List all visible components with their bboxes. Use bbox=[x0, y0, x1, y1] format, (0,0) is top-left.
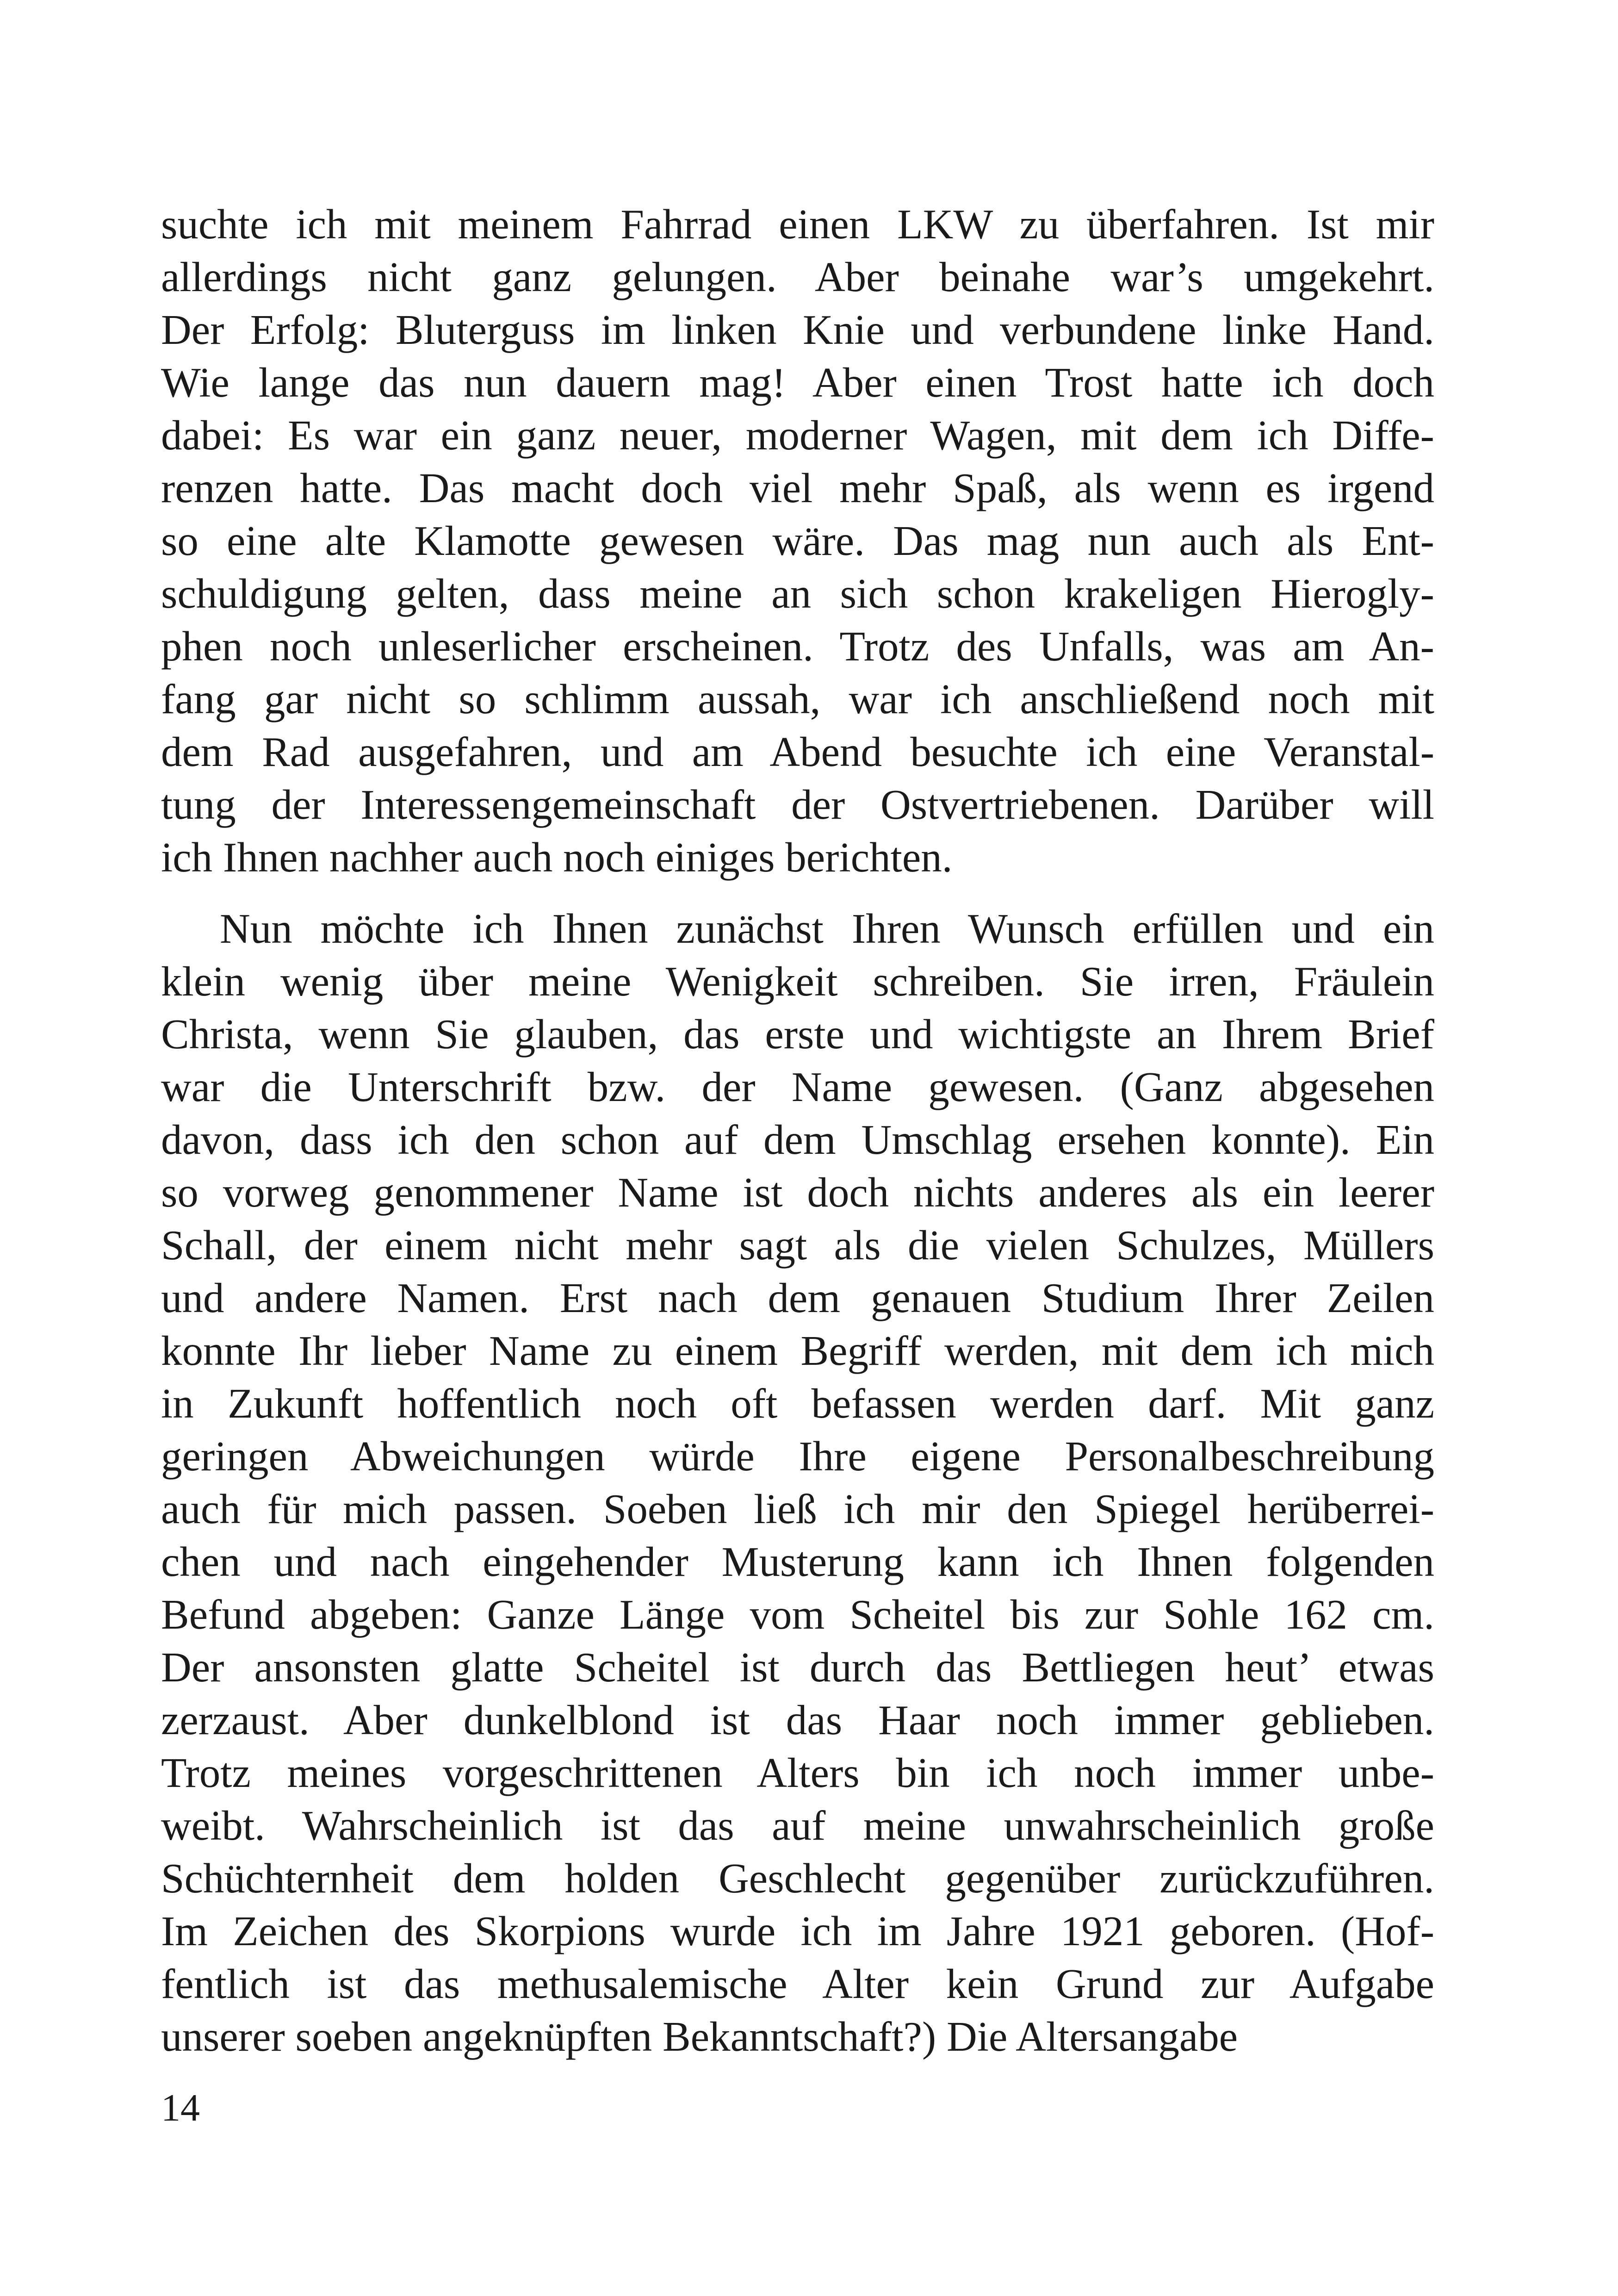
text-line: unserer soeben angeknüpften Bekanntschaft?) Die Altersangabe bbox=[161, 2013, 1238, 2060]
text-line: allerdings nicht ganz gelungen. Aber beinahe war’s umgekehrt. bbox=[161, 254, 1434, 300]
text-line: Schüchternheit dem holden Geschlecht gegenüber zurückzuführen. bbox=[161, 1855, 1434, 1902]
text-line: ich Ihnen nachher auch noch einiges berichten. bbox=[161, 834, 953, 881]
text-line: Im Zeichen des Skorpions wurde ich im Jahre 1921 geboren. (Hof- bbox=[161, 1908, 1434, 1954]
text-line: Befund abgeben: Ganze Länge vom Scheitel bis zur Sohle 162 cm. bbox=[161, 1591, 1434, 1638]
text-line: konnte Ihr lieber Name zu einem Begriff werden, mit dem ich mich bbox=[161, 1327, 1434, 1374]
text-line: davon, dass ich den schon auf dem Umschlag ersehen konnte). Ein bbox=[161, 1116, 1434, 1163]
text-line: Nun möchte ich Ihnen zunächst Ihren Wunsch erfüllen und ein bbox=[220, 905, 1434, 952]
body-text bbox=[161, 198, 1434, 2063]
text-line: war die Unterschrift bzw. der Name gewesen. (Ganz abgesehen bbox=[161, 1064, 1434, 1110]
text-line: Christa, wenn Sie glauben, das erste und wichtigste an Ihrem Brief bbox=[161, 1011, 1434, 1058]
text-line: und andere Namen. Erst nach dem genauen Studium Ihrer Zeilen bbox=[161, 1275, 1434, 1321]
page-number: 14 bbox=[161, 2086, 200, 2129]
paragraph-gap bbox=[161, 884, 1434, 902]
text-line: dem Rad ausgefahren, und am Abend besuchte ich eine Veranstal- bbox=[161, 728, 1434, 775]
text-line: weibt. Wahrscheinlich ist das auf meine unwahrscheinlich große bbox=[161, 1802, 1434, 1849]
text-line: tung der Interessengemeinschaft der Ostvertriebenen. Darüber will bbox=[161, 781, 1434, 828]
paragraph-2 bbox=[161, 902, 1434, 2063]
text-line: phen noch unleserlicher erscheinen. Trotz des Unfalls, was am An- bbox=[161, 623, 1434, 670]
text-line: chen und nach eingehender Musterung kann ich Ihnen folgenden bbox=[161, 1538, 1434, 1585]
text-line: Der ansonsten glatte Scheitel ist durch das Bettliegen heut’ etwas bbox=[161, 1644, 1434, 1691]
text-line: so eine alte Klamotte gewesen wäre. Das mag nun auch als Ent- bbox=[161, 517, 1434, 564]
text-line: Der Erfolg: Bluterguss im linken Knie und verbundene linke Hand. bbox=[161, 306, 1434, 353]
text-line: dabei: Es war ein ganz neuer, moderner Wagen, mit dem ich Diffe- bbox=[161, 412, 1434, 459]
paragraph-1 bbox=[161, 198, 1434, 884]
text-line: klein wenig über meine Wenigkeit schreiben. Sie irren, Fräulein bbox=[161, 958, 1434, 1005]
text-line: renzen hatte. Das macht doch viel mehr Spaß, als wenn es irgend bbox=[161, 465, 1434, 511]
text-line: zerzaust. Aber dunkelblond ist das Haar noch immer geblieben. bbox=[161, 1697, 1434, 1743]
text-line: schuldigung gelten, dass meine an sich schon krakeligen Hierogly- bbox=[161, 570, 1434, 617]
text-line: Wie lange das nun dauern mag! Aber einen Trost hatte ich doch bbox=[161, 359, 1434, 406]
text-line: fang gar nicht so schlimm aussah, war ich anschließend noch mit bbox=[161, 676, 1434, 722]
text-line: suchte ich mit meinem Fahrrad einen LKW zu überfahren. Ist mir bbox=[161, 201, 1434, 248]
text-line: Trotz meines vorgeschrittenen Alters bin ich noch immer unbe- bbox=[161, 1749, 1434, 1796]
text-line: Schall, der einem nicht mehr sagt als die vielen Schulzes, Müllers bbox=[161, 1222, 1434, 1269]
text-line: geringen Abweichungen würde Ihre eigene Personalbeschreibung bbox=[161, 1433, 1434, 1480]
text-line: so vorweg genommener Name ist doch nichts anderes als ein leerer bbox=[161, 1169, 1434, 1216]
text-line: fentlich ist das methusalemische Alter kein Grund zur Aufgabe bbox=[161, 1960, 1434, 2007]
text-line: auch für mich passen. Soeben ließ ich mir den Spiegel herüberrei- bbox=[161, 1486, 1434, 1532]
text-line: in Zukunft hoffentlich noch oft befassen werden darf. Mit ganz bbox=[161, 1380, 1434, 1427]
